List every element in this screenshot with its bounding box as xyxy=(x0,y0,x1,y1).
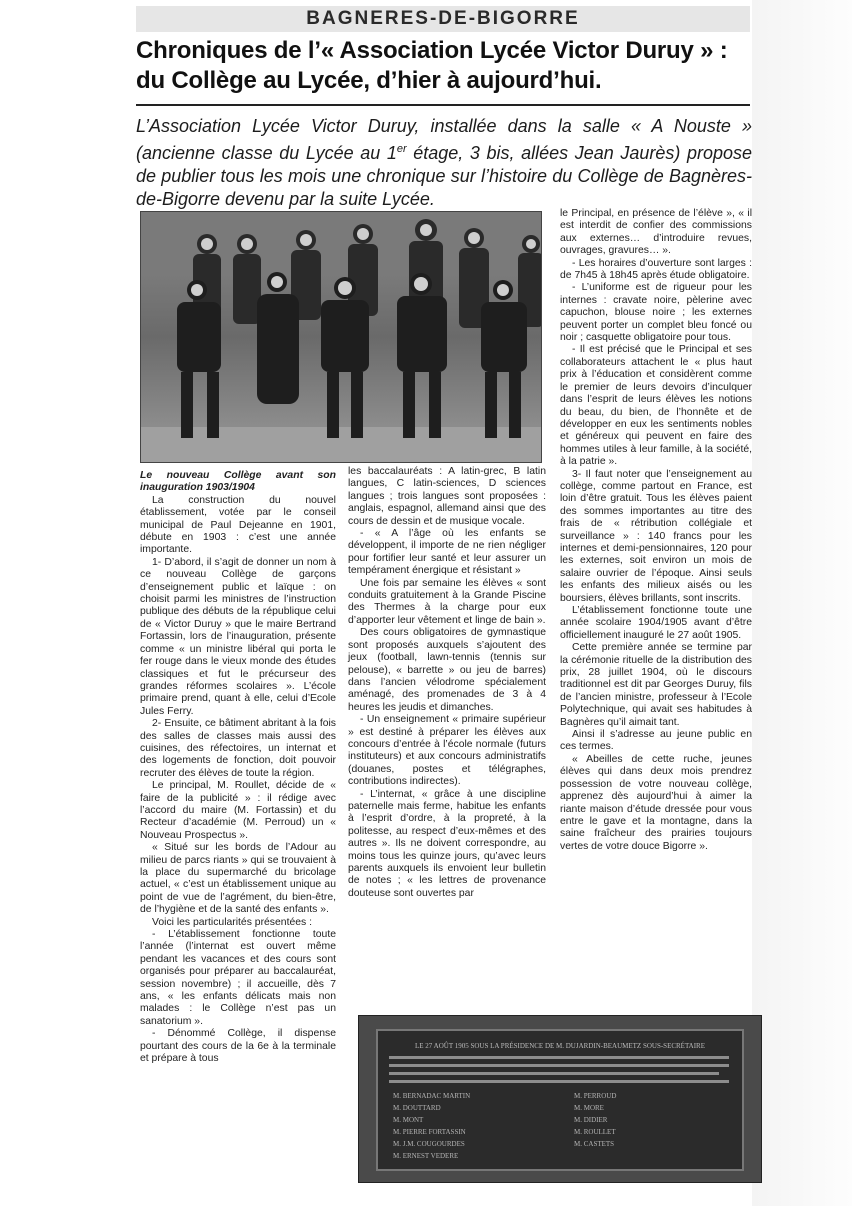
intro-part-2: étage, 3 bis, allées Jean Jaurès) propose de publier tous les mois une chronique sur l’histoire du Collège de Bagnères-de-Bigorre devenu par la suite Lycée. xyxy=(136,143,752,209)
intro-part-1: L’Association Lycée Victor Duruy, installée dans la salle « A Nouste » (ancienne classe du Lycée au 1 xyxy=(136,116,752,163)
paragraph: - L’uniforme est de rigueur pour les internes : cravate noire, pèlerine avec capuchon, blouse noire ; les externes peuvent porter un complet bleu foncé ou noir ; casquette obligatoire pour tous. xyxy=(560,282,752,344)
section-label: BAGNERES-DE-BIGORRE xyxy=(306,8,580,29)
paragraph: Le principal, M. Roullet, décide de « faire de la publicité » : il rédige avec l’accord du maire (M. Fortassin) et du Recteur d’académie (M. Perroud) un « Nouveau Prospectus ». xyxy=(140,780,336,841)
intro-superscript: er xyxy=(396,143,407,155)
paragraph: L’établissement fonctionne toute une année scolaire 1904/1905 avant d’être officiellement inauguré le 27 août 1905. xyxy=(560,605,752,641)
plaque-name: M. ROULLET xyxy=(574,1128,616,1136)
headline-line-2: du Collège au Lycée, d’hier à aujourd’hui. xyxy=(136,67,602,94)
paragraph: - Il est précisé que le Principal et ses collaborateurs attachent le « plus haut prix à l’éducation et considèrent comme le premier de leurs devoirs d’inculquer dans l’esprit de leurs élèves les notions du beau, du bien, de l’honnête et de développer en eux les sentiments nobles et généreux qui peuvent en faire des hommes utiles à leur famille, à la société, à la patrie ». xyxy=(560,344,752,468)
headline-line-1: Chroniques de l’« Association Lycée Victor Duruy » : xyxy=(136,37,728,64)
plaque-image xyxy=(359,1016,761,1182)
commemorative-plaque-photo xyxy=(358,1015,762,1183)
group-photo-image xyxy=(141,212,541,462)
group-photo xyxy=(140,211,542,463)
paragraph: Cette première année se termine par la cérémonie rituelle de la distribution des prix, 28 juillet 1904, où le discours traditionnel est dit par Georges Duruy, fils de l’ancien ministre, professeur à l’Ecole Polytechnique, qui avait ses habitudes à Bagnères qu’il aimait tant. xyxy=(560,642,752,728)
article-headline xyxy=(136,36,756,96)
paragraph: - L’établissement fonctionne toute l’année (l’internat est ouvert même pendant les vacances et des cours sont organisés pour préparer au baccalauréat, session novembre) ; il accueille, dès 7 ans, « les enfants délicats mais non malades : le Collège n’est pas un sanatorium ». xyxy=(140,929,336,1027)
paragraph: Voici les particularités présentées : xyxy=(152,916,312,928)
section-band xyxy=(136,6,750,32)
paragraph: Ainsi il s’adresse au jeune public en ces termes. xyxy=(560,729,752,753)
paragraph: - Les horaires d’ouverture sont larges : de 7h45 à 18h45 après étude obligatoire. xyxy=(560,257,752,282)
article-intro xyxy=(136,115,752,211)
plaque-name: M. MONT xyxy=(393,1116,424,1124)
paragraph: La construction du nouvel établissement, votée par le conseil municipal de Paul Dejeanne en 1901, débute en 1903 : c’est une année importante. xyxy=(140,494,336,556)
paragraph: « Abeilles de cette ruche, jeunes élèves qui dans deux mois prendrez possession de votre nouveau collège, apprenez dès aujourd’hui à aimer la riante maison d’étude dressée pour vous entre le gave et la montagne, dans la saine fraîcheur des prairies toujours vertes de votre douce Bigorre ». xyxy=(560,753,752,852)
paragraph: - L’internat, « grâce à une discipline paternelle mais ferme, habitue les enfants à l’esprit d’ordre, à la propreté, à la politesse, au respect d’eux-mêmes et des autres ». Ils ne doivent correspondre, au moins tous les quinze jours, qu’avec leurs parents auxquels ils envoient leur bulletin de notes ; « les lettres de provenance douteuse sont ouvertes par xyxy=(348,788,546,899)
paragraph: - Dénommé Collège, il dispense pourtant des cours de la 6e à la terminale et prépare à tous xyxy=(140,1028,336,1065)
paragraph: Une fois par semaine les élèves « sont conduits gratuitement à la Grande Piscine des Thermes à la charge pour eux d’apporter leur vêtement et linge de bain ». xyxy=(348,577,546,626)
page-margin xyxy=(752,0,852,1206)
article-column-3 xyxy=(560,208,752,853)
plaque-name: M. ERNEST VEDERE xyxy=(393,1152,459,1160)
paragraph: - Un enseignement « primaire supérieur » est destiné à préparer les élèves aux concours d’entrée à l’école normale (futurs instituteurs) et aux concours administratifs (douanes, postes et télégraphes, contributions indirectes). xyxy=(348,714,546,788)
plaque-name: M. CASTETS xyxy=(574,1140,615,1148)
plaque-name: M. PERROUD xyxy=(574,1092,617,1100)
photo-caption: Le nouveau Collège avant son inauguration 1903/1904 xyxy=(140,470,336,494)
paragraph: les baccalauréats : A latin-grec, B latin langues, C latin-sciences, D sciences langues ; trois langues sont proposées : anglais, espagnol, allemand ainsi que des cours de dessin et de musique vocale. xyxy=(348,466,546,527)
plaque-name: M. DIDIER xyxy=(574,1116,608,1124)
plaque-name: M. BERNADAC MARTIN xyxy=(393,1092,471,1100)
paragraph: le Principal, en présence de l’élève », « il est interdit de confier des commissions aux externes… d’introduire revues, ouvrages, gravures… ». xyxy=(560,208,752,257)
paragraph: 3- Il faut noter que l’enseignement au collège, comme partout en France, est loin d’être gratuit. Tous les élèves paient des sommes importantes au titre des frais de « rétribution collégiale et surveillance » : 140 francs pour les internes et demi-pensionnaires, 120 pour les externes, soit environ un mois de salaire ouvrier de l’époque. Ainsi seuls les enfants des milieux aisés ou les boursiers, élèves brillants, sont inscrits. xyxy=(560,468,752,604)
paragraph: Des cours obligatoires de gymnastique sont proposés auxquels s’ajoutent des jeux (football, lawn-tennis (tennis sur pelouse), « barrette » ou jeu de barres) dans l’ancien vélodrome spécialement aménagé, des promenades de 3 à 4 heures les jeudis et dimanches. xyxy=(348,627,546,713)
plaque-name: M. J.M. COUGOURDES xyxy=(393,1140,465,1148)
plaque-line-1: LE 27 AOÛT 1905 SOUS LA PRÉSIDENCE DE M. DUJARDIN-BEAUMETZ SOUS-SECRÉTAIRE xyxy=(414,1042,706,1050)
paragraph: « Situé sur les bords de l’Adour au milieu de parcs riants » qui se trouvaient à la place du supermarché du bricolage actuel, « c’est un établissement unique au point de vue de l’agrément, du bien-être, de l’hygiène et de la santé des enfants ». xyxy=(140,842,336,916)
paragraph: 2- Ensuite, ce bâtiment abritant à la fois des salles de classes mais aussi des cuisines, des réfectoires, un internat et des logements de fonction, doit pouvoir recruter des élèves de toute la région. xyxy=(140,718,336,779)
plaque-name: M. DOUTTARD xyxy=(393,1104,441,1112)
plaque-name: M. MORE xyxy=(574,1104,604,1112)
article-column-2 xyxy=(348,466,546,900)
paragraph: - « A l’âge où les enfants se développent, il importe de ne rien négliger pour fortifier leur santé et leur assurer un tempérament énergique et résistant » xyxy=(348,528,546,577)
paragraph: 1- D’abord, il s’agit de donner un nom à ce nouveau Collège de garçons d’enseignement public et laïque : on choisit parmi les ministres de l’instruction publique des débuts de la république celui de « Victor Duruy » que le maire Bertrand Fortassin, lors de l’inauguration, présente comme « un ministre libéral qui porta le fer rouge dans le vieux monde des études classiques et fut le précurseur des grandes réformes scolaires ». L’école primaire prend, quant à elle, celui d’Ecole Jules Ferry. xyxy=(140,556,336,717)
article-column-1 xyxy=(140,470,336,1066)
headline-rule xyxy=(136,104,750,106)
plaque-name: M. PIERRE FORTASSIN xyxy=(393,1128,466,1136)
